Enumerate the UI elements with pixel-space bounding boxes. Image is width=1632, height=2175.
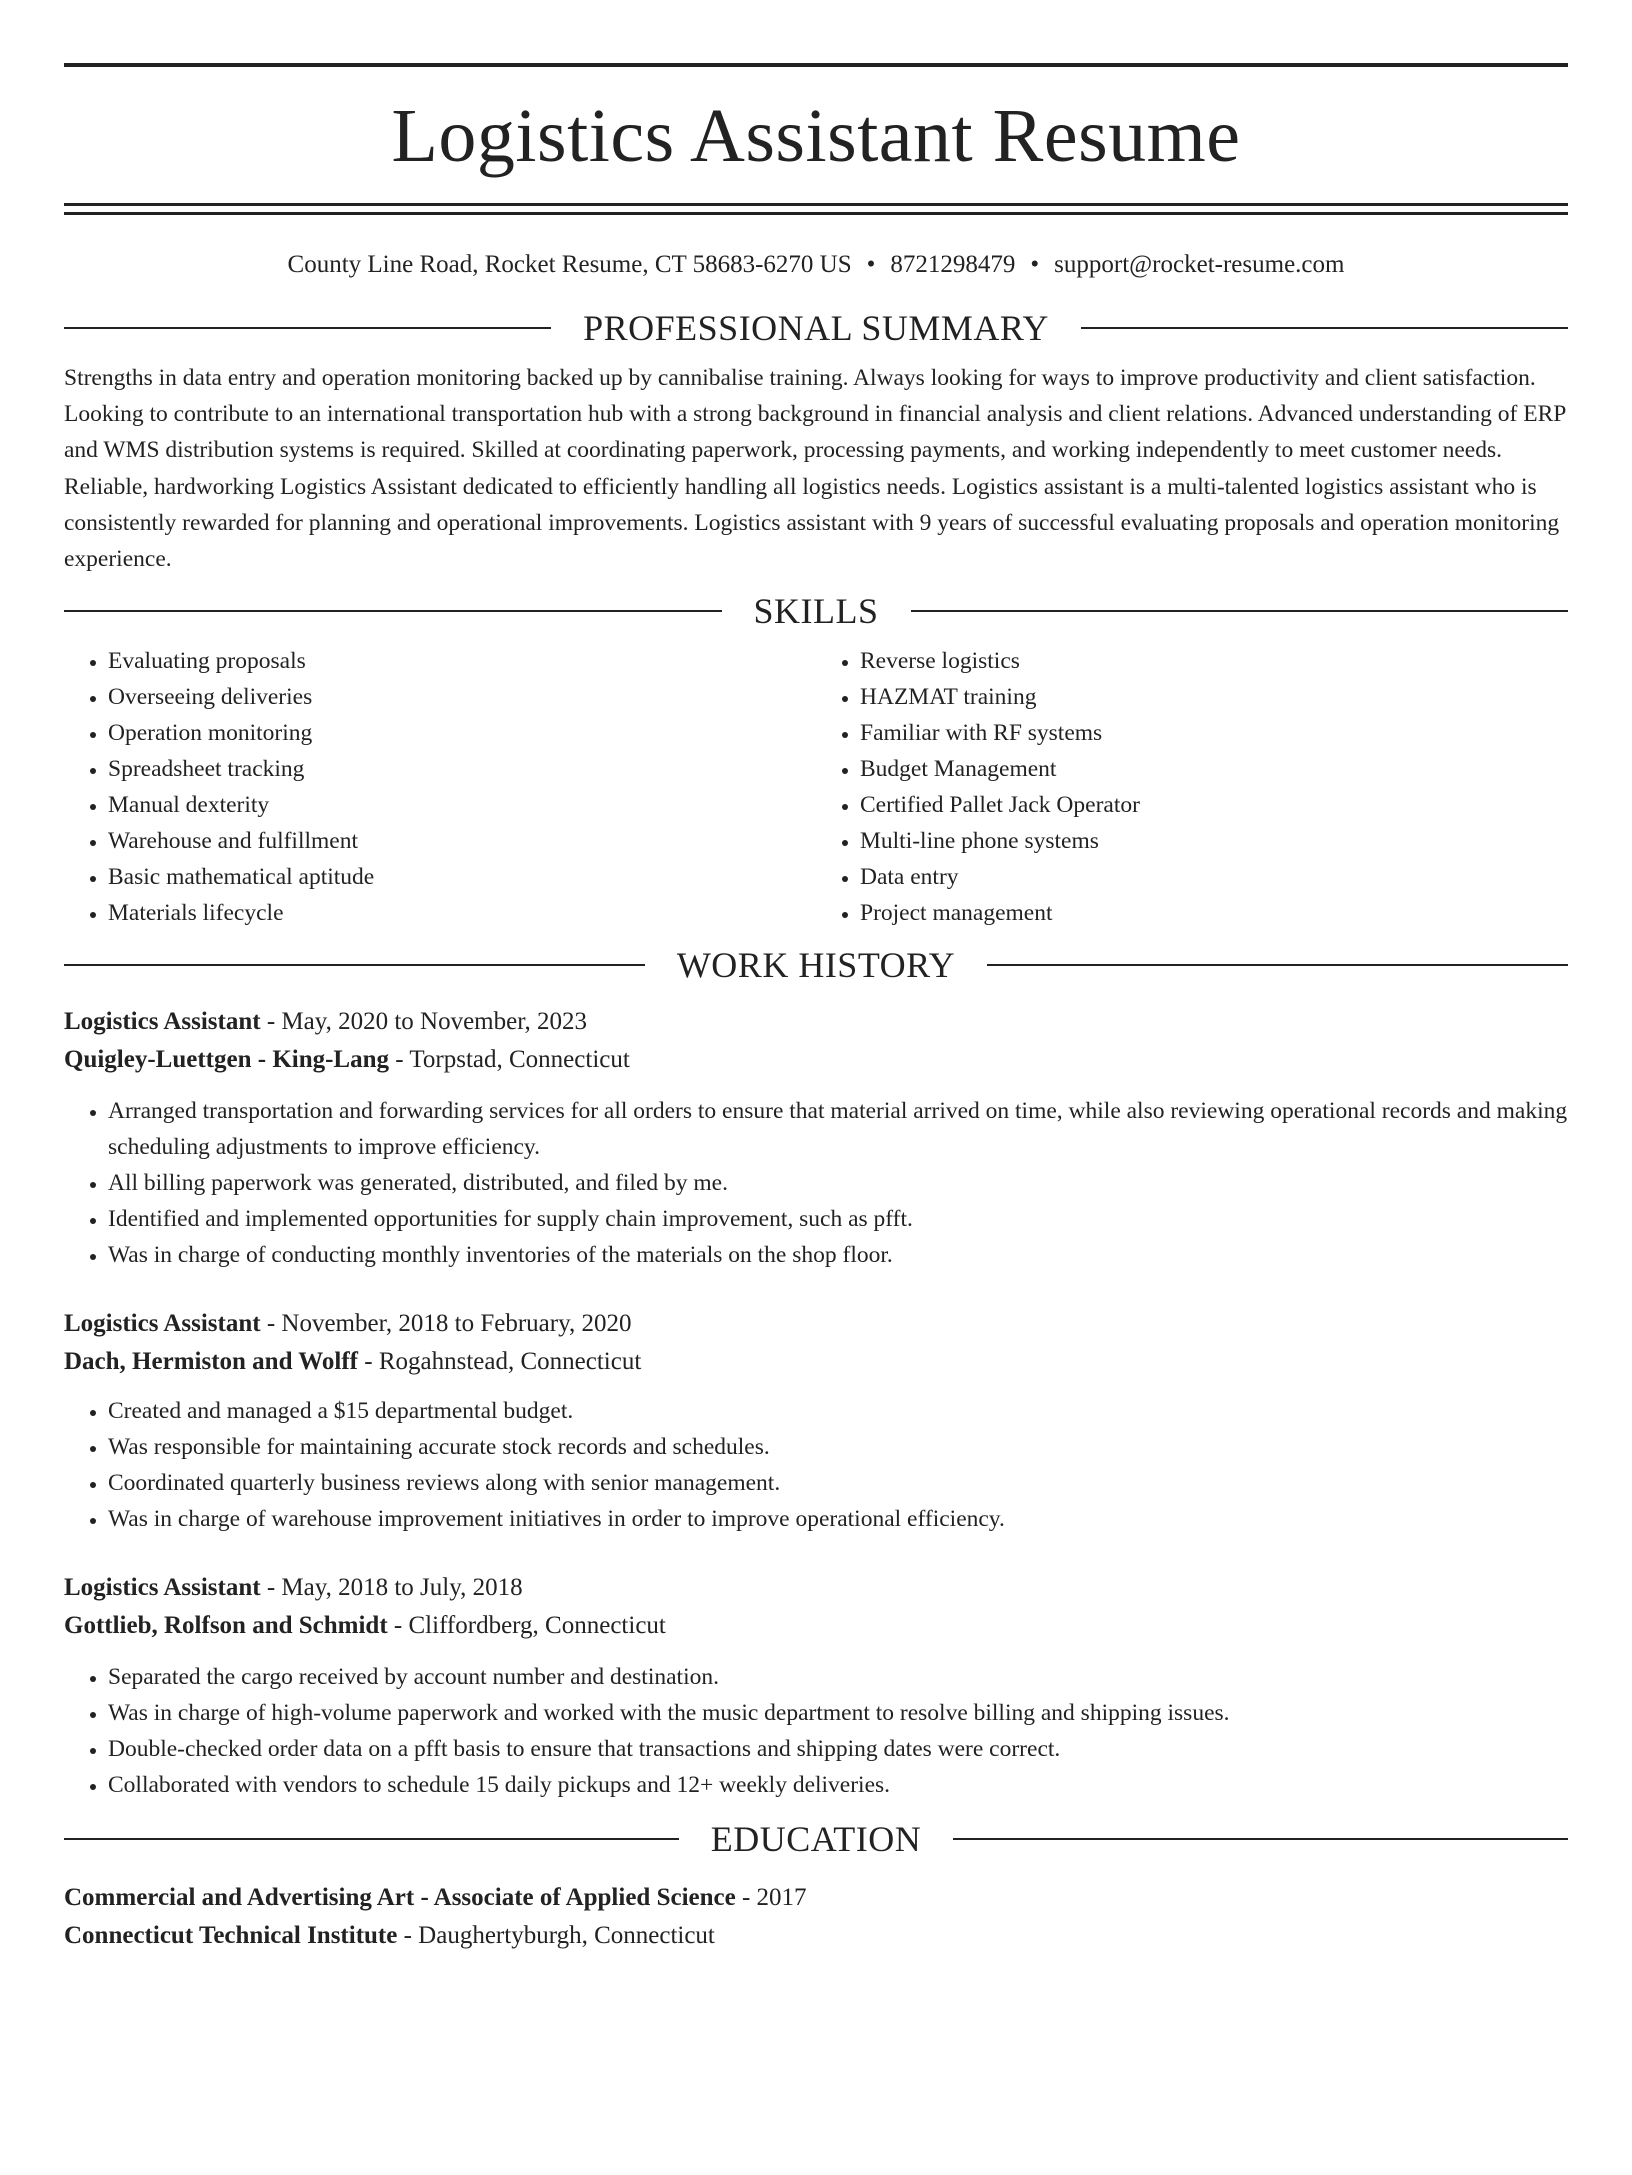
summary-heading: PROFESSIONAL SUMMARY bbox=[583, 308, 1049, 348]
job-bullets bbox=[64, 1659, 1568, 1803]
job-company: Quigley-Luettgen - King-Lang bbox=[64, 1046, 390, 1074]
education-heading: EDUCATION bbox=[710, 1819, 922, 1860]
job-title-line bbox=[64, 1569, 1568, 1607]
education-school-line bbox=[64, 1917, 1568, 1955]
skill-item: • Certified Pallet Jack Operator bbox=[860, 787, 1568, 823]
education-section-header bbox=[64, 1817, 1568, 1861]
job-bullet: • Coordinated quarterly business reviews along with senior management. bbox=[108, 1465, 1568, 1501]
section-rule bbox=[953, 1838, 1568, 1840]
job-bullet: • Double-checked order data on a pfft basis to ensure that transactions and shipping dates were correct. bbox=[108, 1731, 1568, 1767]
education-school: Connecticut Technical Institute bbox=[64, 1922, 398, 1950]
job-company: Dach, Hermiston and Wolff bbox=[64, 1348, 358, 1376]
contact-phone: 8721298479 bbox=[890, 251, 1016, 278]
section-rule bbox=[64, 610, 722, 612]
job-bullet: • Was in charge of conducting monthly inventories of the materials on the shop floor. bbox=[108, 1237, 1568, 1273]
skill-item: • Operation monitoring bbox=[108, 715, 816, 751]
section-rule bbox=[64, 964, 645, 966]
section-rule bbox=[64, 327, 551, 329]
job-bullet: • Was in charge of warehouse improvement initiatives in order to improve operational efficiency. bbox=[108, 1501, 1568, 1537]
job-role: Logistics Assistant bbox=[64, 1008, 261, 1036]
skill-item: • Manual dexterity bbox=[108, 787, 816, 823]
top-rule bbox=[64, 63, 1568, 67]
skill-item: • Evaluating proposals bbox=[108, 643, 816, 679]
work-heading: WORK HISTORY bbox=[676, 945, 956, 986]
job-location: - Rogahnstead, Connecticut bbox=[358, 1348, 642, 1376]
job-bullet: • Arranged transportation and forwarding services for all orders to ensure that material arrived on time, while also reviewing operational records and making scheduling adjustments to improve efficiency. bbox=[108, 1093, 1568, 1165]
job-entry bbox=[64, 1569, 1568, 1803]
job-company-line bbox=[64, 1343, 1568, 1381]
education-location: - Daughertyburgh, Connecticut bbox=[397, 1922, 715, 1950]
skill-item: • Warehouse and fulfillment bbox=[108, 823, 816, 859]
job-dates: - November, 2018 to February, 2020 bbox=[260, 1310, 632, 1338]
job-bullet: • Identified and implemented opportunities for supply chain improvement, such as pfft. bbox=[108, 1201, 1568, 1237]
skill-item: • Data entry bbox=[860, 859, 1568, 895]
job-bullet: • Was responsible for maintaining accurate stock records and schedules. bbox=[108, 1429, 1568, 1465]
education-degree: Commercial and Advertising Art - Associate of Applied Science bbox=[64, 1884, 736, 1912]
contact-line bbox=[64, 250, 1568, 280]
job-bullets bbox=[64, 1393, 1568, 1537]
summary-text: Strengths in data entry and operation monitoring backed up by cannibalise training. Always looking for ways to improve productivity and client satisfaction. Looking to contribute to an international transportation hub with a strong background in financial analysis and client relations. Advanced understanding of ERP and WMS distribution systems is required. Skilled at coordinating paperwork, processing payments, and working independently to meet customer needs. Reliable, hardworking Logistics Assistant dedicated to efficiently handling all logistics needs. Logistics assistant is a multi-talented logistics assistant who is consistently rewarded for planning and operational improvements. Logistics assistant with 9 years of successful evaluating proposals and operation monitoring experience. bbox=[64, 365, 1566, 573]
skills-column-right bbox=[816, 643, 1568, 931]
contact-address: County Line Road, Rocket Resume, CT 58683-6270 US bbox=[287, 251, 852, 278]
skill-item: • Budget Management bbox=[860, 751, 1568, 787]
section-rule bbox=[911, 610, 1569, 612]
job-bullet: • Created and managed a $15 departmental budget. bbox=[108, 1393, 1568, 1429]
job-bullet: • Collaborated with vendors to schedule 15 daily pickups and 12+ weekly deliveries. bbox=[108, 1767, 1568, 1803]
education-entry bbox=[64, 1879, 1568, 1955]
education-year: - 2017 bbox=[735, 1884, 807, 1912]
job-company-line bbox=[64, 1607, 1568, 1645]
job-dates: - May, 2018 to July, 2018 bbox=[260, 1574, 523, 1602]
job-role: Logistics Assistant bbox=[64, 1310, 261, 1338]
skills-list bbox=[64, 643, 1568, 931]
job-title-line bbox=[64, 1003, 1568, 1041]
skill-item: • Reverse logistics bbox=[860, 643, 1568, 679]
job-location: - Torpstad, Connecticut bbox=[389, 1046, 630, 1074]
job-dates: - May, 2020 to November, 2023 bbox=[260, 1008, 588, 1036]
skills-section-header bbox=[64, 589, 1568, 633]
job-title-line bbox=[64, 1305, 1568, 1343]
section-rule bbox=[1081, 327, 1568, 329]
contact-email: support@rocket-resume.com bbox=[1054, 251, 1345, 278]
skill-item: • Familiar with RF systems bbox=[860, 715, 1568, 751]
section-rule bbox=[64, 1838, 679, 1840]
skill-item: • Spreadsheet tracking bbox=[108, 751, 816, 787]
section-rule bbox=[987, 964, 1568, 966]
resume-title: Logistics Assistant Resume bbox=[391, 94, 1241, 178]
job-role: Logistics Assistant bbox=[64, 1574, 261, 1602]
skills-heading: SKILLS bbox=[753, 591, 879, 632]
job-bullet: • Separated the cargo received by account number and destination. bbox=[108, 1659, 1568, 1695]
job-entry bbox=[64, 1305, 1568, 1537]
job-entry bbox=[64, 1003, 1568, 1273]
job-company: Gottlieb, Rolfson and Schmidt bbox=[64, 1612, 388, 1640]
contact-separator: • bbox=[1030, 251, 1040, 278]
skill-item: • Materials lifecycle bbox=[108, 895, 816, 931]
skill-item: • Basic mathematical aptitude bbox=[108, 859, 816, 895]
summary-section-header bbox=[64, 306, 1568, 350]
education-degree-line bbox=[64, 1879, 1568, 1917]
job-bullets bbox=[64, 1093, 1568, 1273]
resume-page bbox=[0, 63, 1632, 2175]
contact-separator: • bbox=[866, 251, 876, 278]
skill-item: • HAZMAT training bbox=[860, 679, 1568, 715]
job-company-line bbox=[64, 1041, 1568, 1079]
job-location: - Cliffordberg, Connecticut bbox=[387, 1612, 666, 1640]
title-double-rule bbox=[64, 203, 1568, 215]
skills-column-left bbox=[64, 643, 816, 931]
skill-item: • Overseeing deliveries bbox=[108, 679, 816, 715]
job-bullet: • Was in charge of high-volume paperwork and worked with the music department to resolve billing and shipping issues. bbox=[108, 1695, 1568, 1731]
job-bullet: • All billing paperwork was generated, distributed, and filed by me. bbox=[108, 1165, 1568, 1201]
work-section-header bbox=[64, 943, 1568, 987]
skill-item: • Multi-line phone systems bbox=[860, 823, 1568, 859]
skill-item: • Project management bbox=[860, 895, 1568, 931]
